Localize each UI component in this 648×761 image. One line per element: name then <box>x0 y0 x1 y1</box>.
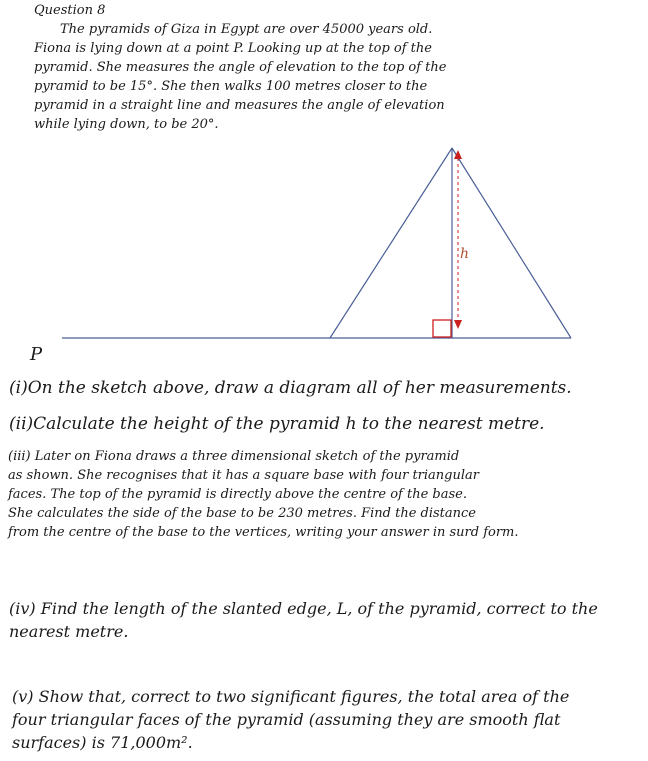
part-v-line: (v) Show that, correct to two significant figures, the total area of the <box>12 687 570 706</box>
part-ii: (ii)Calculate the height of the pyramid h to the nearest metre. <box>9 414 545 434</box>
part-i: (i)On the sketch above, draw a diagram all of her measurements. <box>9 378 572 398</box>
intro-line: pyramid to be 15°. She then walks 100 metres closer to the <box>34 79 428 94</box>
part-iv-line: (iv) Find the length of the slanted edge, L, of the pyramid, correct to the <box>9 599 598 618</box>
question-title: Question 8 <box>34 3 106 18</box>
part-iii-line: She calculates the side of the base to be 230 metres. Find the distance <box>8 506 476 521</box>
intro-line: while lying down, to be 20°. <box>34 117 219 132</box>
arrow-up-icon <box>454 150 462 159</box>
part-iii-line: as shown. She recognises that it has a square base with four triangular <box>8 468 479 483</box>
pyramid-left-edge <box>330 148 452 338</box>
height-label: h <box>460 246 470 262</box>
point-p-label: P <box>30 344 43 365</box>
intro-line: pyramid in a straight line and measures the angle of elevation <box>34 98 445 113</box>
intro-line: The pyramids of Giza in Egypt are over 45000 years old. <box>60 22 433 37</box>
part-iii-line: from the centre of the base to the vertices, writing your answer in surd form. <box>8 525 519 540</box>
arrow-down-icon <box>454 320 462 329</box>
part-v-line: four triangular faces of the pyramid (assuming they are smooth flat <box>12 710 561 729</box>
right-angle-marker <box>433 320 451 337</box>
intro-line: pyramid. She measures the angle of elevation to the top of the <box>34 60 447 75</box>
pyramid-right-edge <box>452 148 571 338</box>
part-iv-line: nearest metre. <box>9 622 129 641</box>
intro-line: Fiona is lying down at a point P. Looking up at the top of the <box>34 41 432 56</box>
part-v-line: surfaces) is 71,000m². <box>12 733 193 752</box>
part-iii-line: faces. The top of the pyramid is directly above the centre of the base. <box>8 487 467 502</box>
part-iii-line: (iii) Later on Fiona draws a three dimensional sketch of the pyramid <box>8 449 460 464</box>
pyramid-diagram <box>0 140 648 370</box>
